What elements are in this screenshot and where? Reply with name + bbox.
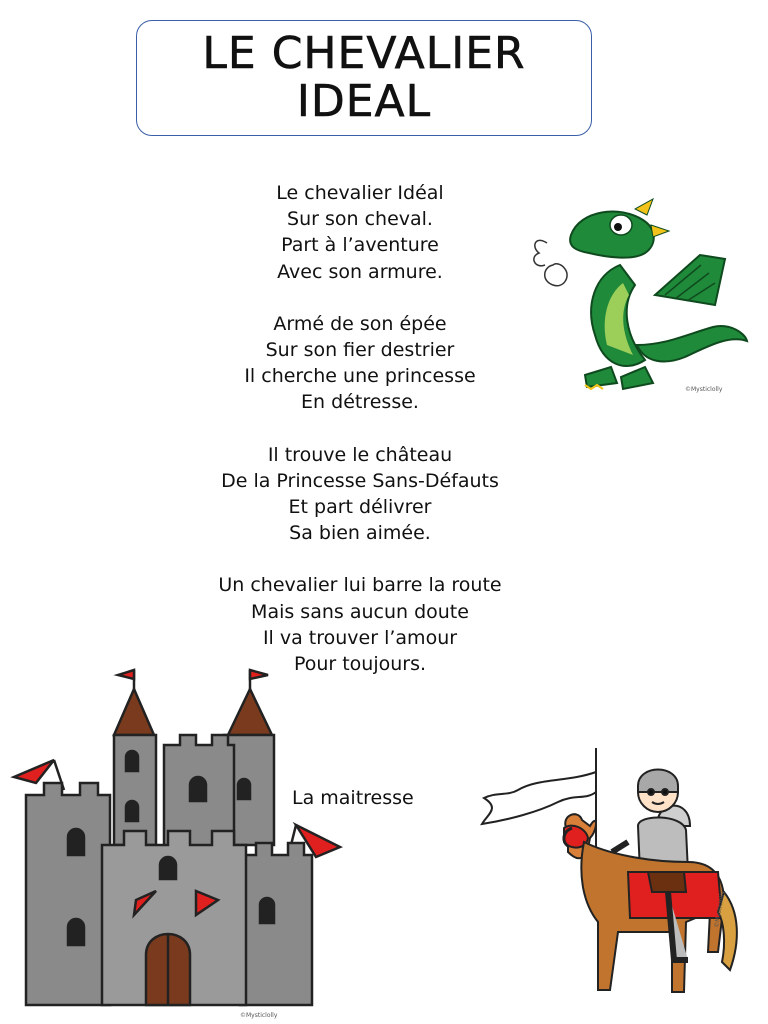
castle-illustration xyxy=(10,665,350,1020)
stanza-2 xyxy=(150,311,570,416)
title-line-2: IDEAL xyxy=(296,76,432,127)
title-line-1: LE CHEVALIER xyxy=(202,28,526,79)
poem-line: Part à l’aventure xyxy=(281,234,439,257)
poem-line: Pour toujours. xyxy=(293,653,427,676)
stanza-4 xyxy=(150,572,570,677)
signature: La maitresse xyxy=(292,787,414,809)
poem-line: Il va trouver l’amour xyxy=(262,626,458,649)
castle-credit: ©Mysticlolly xyxy=(240,1012,278,1019)
poem-line: Armé de son épée xyxy=(273,312,447,335)
poem-line: Et part délivrer xyxy=(288,496,432,519)
poem-line: Sur son cheval. xyxy=(287,208,433,231)
knight-on-horse-illustration xyxy=(478,742,760,1010)
knight-credit: ©Mysticlolly xyxy=(713,890,727,929)
poem-line: Sa bien aimée. xyxy=(289,522,431,545)
poem-line: En détresse. xyxy=(301,391,419,414)
poem-line: Il cherche une princesse xyxy=(244,365,476,388)
title-box xyxy=(136,20,592,136)
poem-line: De la Princesse Sans-Défauts xyxy=(221,469,499,492)
poem xyxy=(150,180,570,703)
poem-line: Le chevalier Idéal xyxy=(276,182,444,204)
poem-line: Il trouve le château xyxy=(267,443,453,466)
dragon-illustration xyxy=(525,195,755,400)
dragon-credit: ©Mysticlolly xyxy=(685,386,723,393)
poem-line: Mais sans aucun doute xyxy=(251,600,469,623)
poem-line: Sur son fier destrier xyxy=(265,339,455,362)
poem-line: Un chevalier lui barre la route xyxy=(218,574,502,597)
stanza-1 xyxy=(150,180,570,285)
stanza-3 xyxy=(150,442,570,547)
poem-line: Avec son armure. xyxy=(277,260,443,283)
